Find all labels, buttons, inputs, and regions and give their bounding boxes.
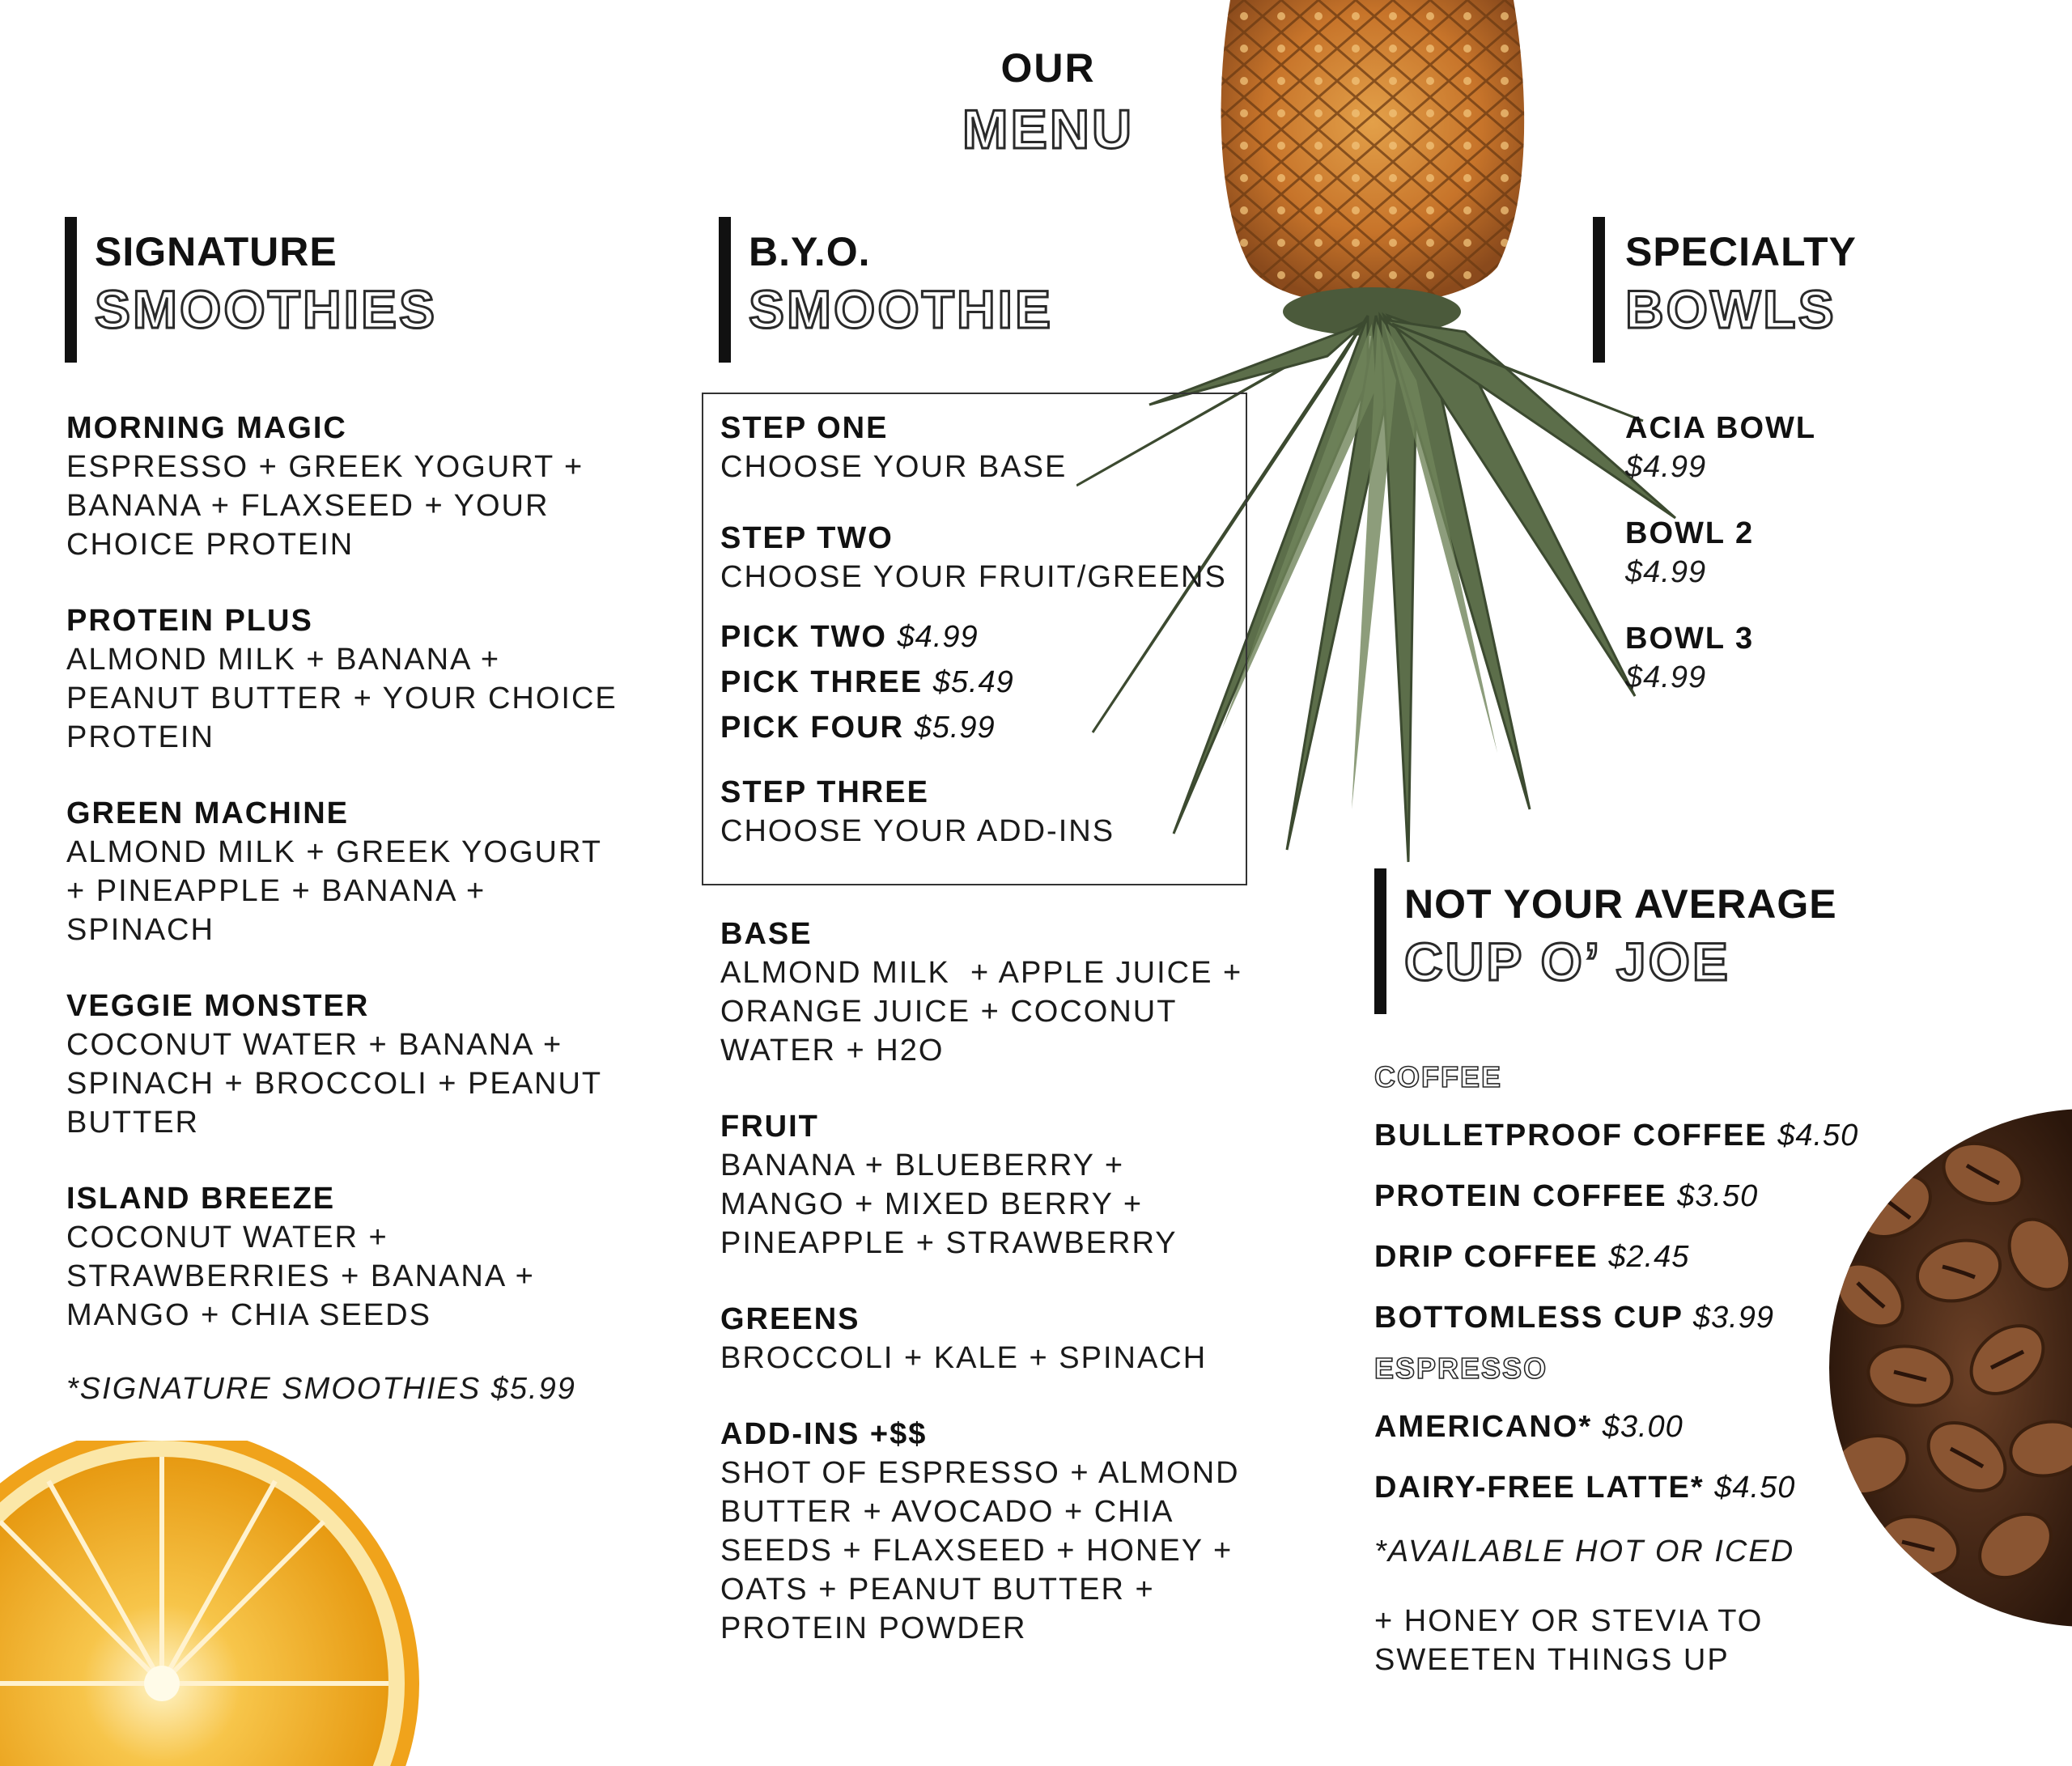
bowls-title-bottom: BOWLS: [1625, 279, 1836, 339]
byo-pick-label: PICK FOUR: [720, 711, 904, 745]
joe-availability-note: *AVAILABLE HOT OR ICED: [1374, 1535, 1795, 1569]
byo-step: [720, 773, 1238, 851]
signature-title-bar: [65, 217, 77, 363]
signature-item: [66, 601, 625, 757]
signature-list: [66, 409, 625, 1407]
bowl-item-name: BOWL 3: [1625, 622, 1755, 656]
signature-item: [66, 1179, 625, 1335]
byo-group-name: GREENS: [720, 1302, 860, 1336]
signature-item-desc: ALMOND MILK + GREEK YOGURT + PINEAPPLE + BANANA + SPINACH: [66, 835, 602, 947]
byo-group-desc: SHOT OF ESPRESSO + ALMOND BUTTER + AVOCADO + CHIA SEEDS + FLAXSEED + HONEY + OATS + PEANUT BUTTER + PROTEIN POWDER: [720, 1456, 1240, 1645]
espresso-item-name: AMERICANO*: [1374, 1410, 1593, 1444]
byo-step-label: STEP ONE: [720, 411, 889, 445]
bowl-item: [1625, 619, 1965, 697]
bowl-item-name: ACIA BOWL: [1625, 411, 1817, 445]
coffee-item-price: $2.45: [1608, 1240, 1690, 1274]
signature-item: [66, 409, 625, 564]
bowls-title-bar: [1593, 217, 1605, 363]
byo-pick-label: PICK THREE: [720, 665, 923, 699]
signature-item-name: ISLAND BREEZE: [66, 1182, 336, 1216]
bowl-item-name: BOWL 2: [1625, 516, 1755, 550]
coffee-item-name: BOTTOMLESS CUP: [1374, 1301, 1684, 1335]
byo-group: [720, 915, 1253, 1070]
joe-sweeten-note: + HONEY OR STEVIA TO SWEETEN THINGS UP: [1374, 1604, 1764, 1677]
bowl-item: [1625, 514, 1965, 592]
byo-group-name: ADD-INS +$$: [720, 1417, 928, 1451]
signature-item-desc: ESPRESSO + GREEK YOGURT + BANANA + FLAXSEED + YOUR CHOICE PROTEIN: [66, 450, 584, 562]
joe-title-top: NOT YOUR AVERAGE: [1404, 881, 1837, 927]
signature-item-name: MORNING MAGIC: [66, 411, 347, 445]
byo-group-desc: ALMOND MILK + APPLE JUICE + ORANGE JUICE + COCONUT WATER + H2O: [720, 956, 1253, 1068]
coffee-item-price: $3.99: [1692, 1301, 1774, 1335]
bowls-list: [1625, 409, 1965, 697]
signature-item-name: PROTEIN PLUS: [66, 604, 313, 638]
coffee-item-price: $4.50: [1777, 1119, 1859, 1153]
signature-title: [95, 228, 437, 340]
signature-item-desc: COCONUT WATER + STRAWBERRIES + BANANA + MANGO + CHIA SEEDS: [66, 1220, 535, 1332]
signature-title-top: SIGNATURE: [95, 229, 338, 274]
signature-item-name: GREEN MACHINE: [66, 796, 350, 830]
byo-title-top: B.Y.O.: [749, 229, 871, 274]
coffee-item-name: DRIP COFFEE: [1374, 1240, 1599, 1274]
byo-picks: [720, 614, 1238, 750]
byo-pick: [720, 614, 1238, 660]
byo-group: [720, 1107, 1246, 1263]
byo-group-desc: BANANA + BLUEBERRY + MANGO + MIXED BERRY + PINEAPPLE + STRAWBERRY: [720, 1148, 1178, 1260]
byo-pick-label: PICK TWO: [720, 620, 887, 654]
bowl-item-price: $4.99: [1625, 450, 1707, 484]
espresso-item-name: DAIRY-FREE LATTE*: [1374, 1471, 1705, 1505]
byo-step-label: STEP THREE: [720, 775, 929, 809]
byo-groups: [720, 915, 1253, 1685]
espresso-item-price: $4.50: [1714, 1471, 1796, 1505]
coffee-item-name: BULLETPROOF COFFEE: [1374, 1119, 1768, 1153]
bowls-title: [1625, 228, 1857, 340]
coffee-item: [1374, 1288, 1900, 1348]
joe-title: [1404, 881, 1837, 992]
coffee-label: COFFEE: [1374, 1060, 1503, 1093]
byo-title: [749, 228, 1053, 340]
byo-group-name: FRUIT: [720, 1110, 819, 1144]
espresso-item: [1374, 1458, 1900, 1518]
byo-step: [720, 519, 1238, 596]
byo-title-bar: [719, 217, 731, 363]
signature-item-desc: ALMOND MILK + BANANA + PEANUT BUTTER + YOUR CHOICE PROTEIN: [66, 643, 618, 754]
joe-title-bar: [1374, 868, 1386, 1014]
coffee-item: [1374, 1106, 1900, 1166]
coffee-item: [1374, 1227, 1900, 1288]
byo-title-bottom: SMOOTHIE: [749, 279, 1054, 339]
joe-title-bottom: CUP O’ JOE: [1404, 932, 1730, 991]
signature-title-bottom: SMOOTHIES: [95, 279, 438, 339]
signature-item-name: VEGGIE MONSTER: [66, 989, 370, 1023]
byo-step-desc: CHOOSE YOUR BASE: [720, 450, 1068, 484]
signature-item: [66, 794, 625, 949]
espresso-item-price: $3.00: [1602, 1410, 1684, 1444]
signature-item-desc: COCONUT WATER + BANANA + SPINACH + BROCCOLI + PEANUT BUTTER: [66, 1028, 602, 1140]
byo-group-name: BASE: [720, 917, 813, 951]
coffee-item-name: PROTEIN COFFEE: [1374, 1179, 1667, 1213]
bowl-item: [1625, 409, 1965, 486]
bowl-item-price: $4.99: [1625, 555, 1707, 589]
byo-step-label: STEP TWO: [720, 521, 894, 555]
coffee-item: [1374, 1166, 1900, 1227]
byo-pick-price: $5.49: [932, 665, 1014, 699]
byo-step-desc: CHOOSE YOUR FRUIT/GREENS: [720, 560, 1227, 594]
byo-steps: [720, 409, 1238, 883]
byo-pick: [720, 660, 1238, 705]
byo-pick: [720, 705, 1238, 750]
orange-slice-image: [0, 1441, 421, 1766]
byo-group: [720, 1300, 1246, 1378]
coffee-item-price: $3.50: [1677, 1179, 1759, 1213]
bowls-title-top: SPECIALTY: [1625, 229, 1857, 274]
menu-header-top: OUR: [1000, 45, 1096, 91]
byo-group: [720, 1415, 1246, 1648]
byo-step: [720, 409, 1238, 486]
menu-header: [931, 45, 1166, 161]
signature-price-note: *SIGNATURE SMOOTHIES $5.99: [66, 1372, 576, 1406]
menu-header-bottom: MENU: [962, 99, 1135, 160]
byo-group-desc: BROCCOLI + KALE + SPINACH: [720, 1341, 1208, 1375]
byo-pick-price: $4.99: [897, 620, 979, 654]
byo-pick-price: $5.99: [914, 711, 996, 745]
signature-item: [66, 987, 625, 1142]
bowl-item-price: $4.99: [1625, 660, 1707, 694]
espresso-label: ESPRESSO: [1374, 1352, 1548, 1385]
joe-menu: [1374, 1060, 1900, 1679]
espresso-item: [1374, 1397, 1900, 1458]
byo-step-desc: CHOOSE YOUR ADD-INS: [720, 814, 1115, 848]
